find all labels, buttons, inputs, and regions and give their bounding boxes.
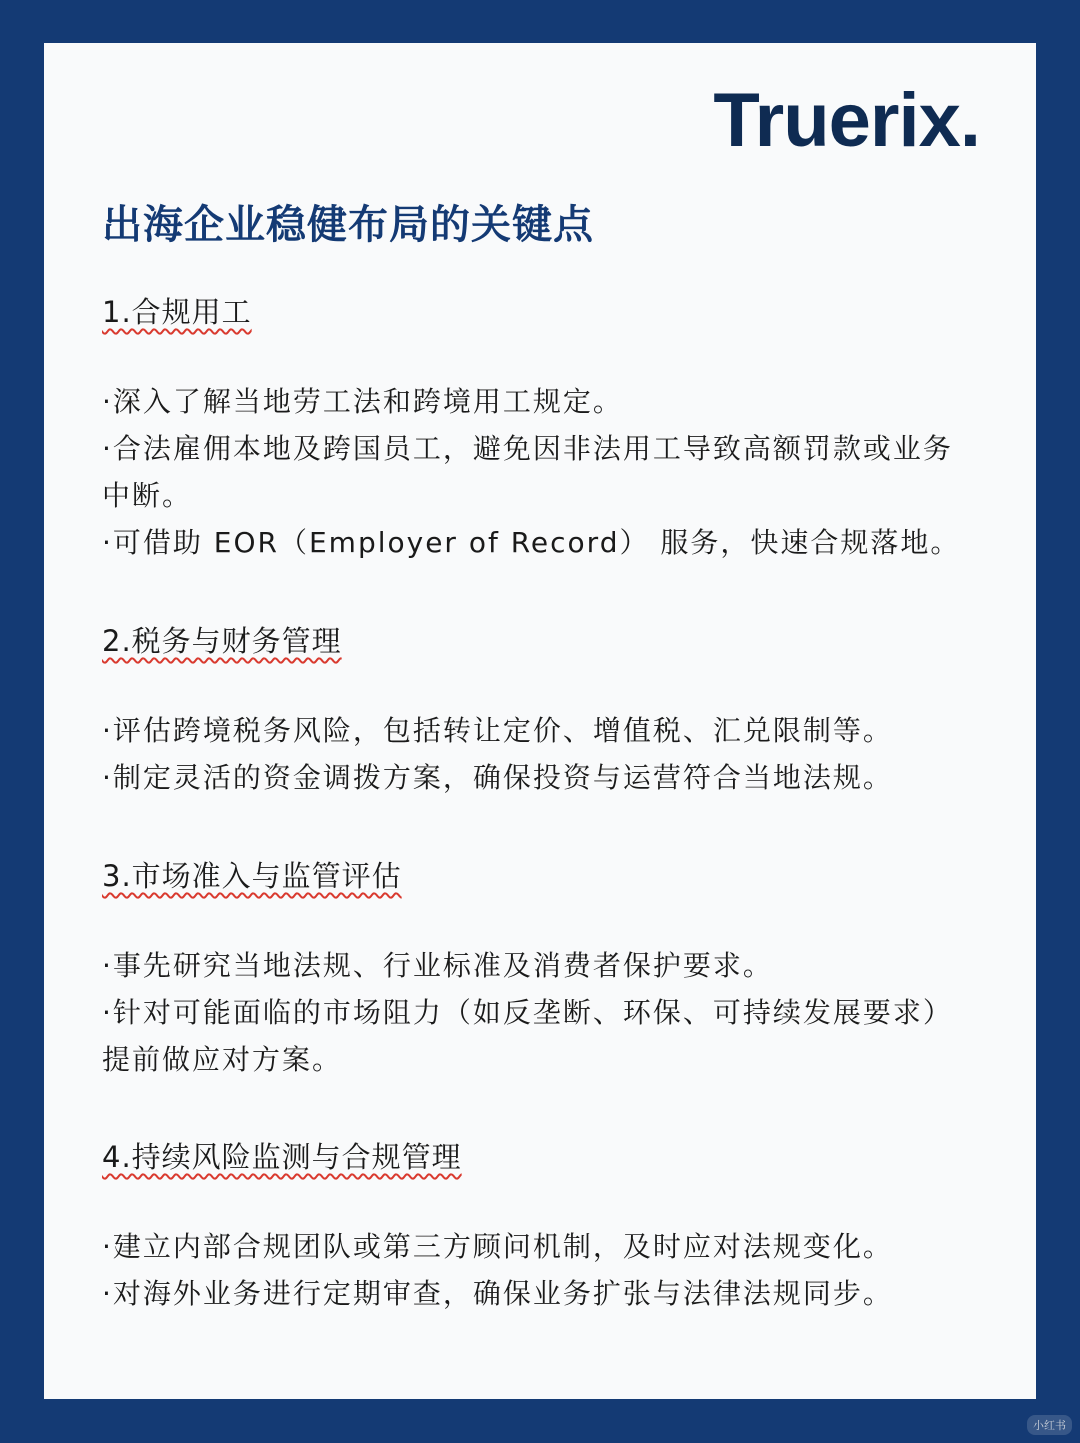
bullet-item: ·事先研究当地法规、行业标准及消费者保护要求。: [102, 948, 773, 982]
bullet-item: ·制定灵活的资金调拨方案，确保投资与运营符合当地法规。: [102, 760, 893, 794]
bullet-item: ·建立内部合规团队或第三方顾问机制，及时应对法规变化。: [102, 1229, 893, 1263]
section-heading: 4.持续风险监测与合规管理: [102, 1140, 462, 1174]
section-tax-finance: [102, 624, 982, 801]
bullet-list: [102, 707, 982, 801]
section-heading: 3.市场准入与监管评估: [102, 859, 402, 893]
bullet-list: [102, 378, 982, 566]
bullet-item: ·合法雇佣本地及跨国员工，避免因非法用工导致高额罚款或业务中断。: [102, 431, 953, 512]
bullet-list: [102, 1223, 982, 1317]
content-card: [44, 43, 1036, 1399]
section-risk-monitoring: [102, 1140, 982, 1317]
watermark: 小红书: [1027, 1415, 1072, 1435]
bullet-item: ·深入了解当地劳工法和跨境用工规定。: [102, 384, 623, 418]
bullet-item: ·评估跨境税务风险，包括转让定价、增值税、汇兑限制等。: [102, 713, 893, 747]
brand-logo: Truerix.: [713, 78, 980, 163]
bullet-list: [102, 942, 982, 1083]
section-heading: 1.合规用工: [102, 295, 252, 329]
section-compliant-employment: [102, 295, 982, 566]
section-market-access: [102, 859, 982, 1083]
bullet-item: ·针对可能面临的市场阻力（如反垄断、环保、可持续发展要求）提前做应对方案。: [102, 995, 953, 1076]
bullet-item: ·可借助 EOR（Employer of Record） 服务，快速合规落地。: [102, 525, 961, 559]
section-heading: 2.税务与财务管理: [102, 624, 342, 658]
bullet-item: ·对海外业务进行定期审查，确保业务扩张与法律法规同步。: [102, 1276, 893, 1310]
page-title: 出海企业稳健布局的关键点: [102, 202, 594, 248]
